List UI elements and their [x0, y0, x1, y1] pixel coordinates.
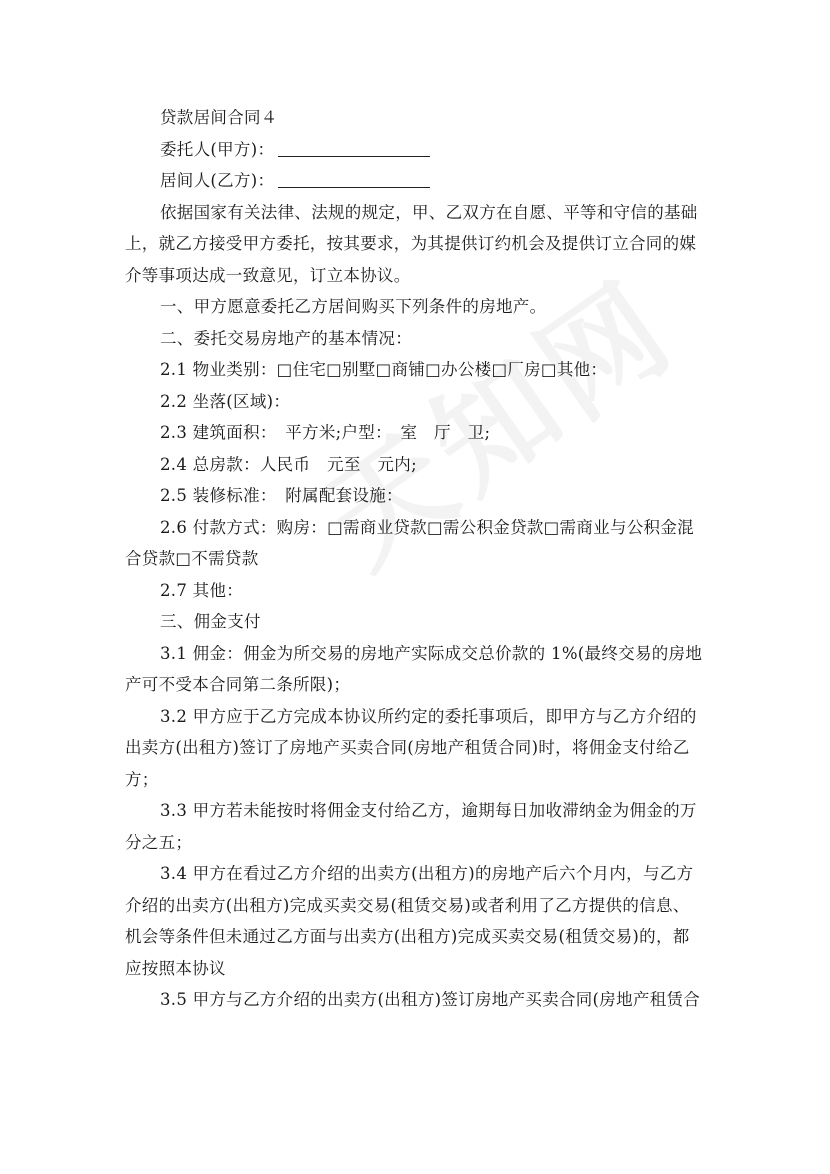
document-body	[125, 102, 705, 1016]
document-title: 贷款居间合同４	[160, 108, 278, 127]
broker-party-line	[125, 165, 705, 197]
clause-1: 一、甲方愿意委托乙方居间购买下列条件的房地产。	[160, 297, 547, 316]
clause-2-2: 2.2 坐落(区域)：	[160, 391, 291, 411]
clause-3-3: 3.3 甲方若未能按时将佣金支付给乙方，逾期每日加收滞纳金为佣金的万分之五；	[125, 801, 697, 852]
clause-2-5: 2.5 装修标准： 附属配套设施：	[160, 486, 403, 505]
clause-2-6: 2.6 付款方式：购房：□需商业贷款□需公积金贷款□需商业与公积金混合贷款□不需贷款	[125, 517, 694, 568]
clause-3-1: 3.1 佣金：佣金为所交易的房地产实际成交总价款的 1%(最终交易的房地产可不受本合同第二条所限)；	[125, 643, 703, 694]
clause-3-4: 3.4 甲方在看过乙方介绍的出卖方(出租方)的房地产后六个月内，与乙方介绍的出卖方(出租方)完成买卖交易(租赁交易)或者利用了乙方提供的信息、机会等条件但未通过乙方面与出卖方(出租方)完成买卖交易(租赁交易)的，都应按照本协议	[125, 864, 694, 978]
broker-name-blank	[278, 169, 430, 188]
clause-2-1: 2.1 物业类别：□住宅□别墅□商铺□办公楼□厂房□其他：	[160, 360, 608, 379]
clause-2-heading: 二、委托交易房地产的基本情况：	[160, 328, 412, 348]
clause-3-2: 3.2 甲方应于乙方完成本协议所约定的委托事项后，即甲方与乙方介绍的出卖方(出租方)签订了房地产买卖合同(房地产租赁合同)时，将佣金支付给乙方；	[125, 706, 697, 789]
client-label: 委托人(甲方)：	[160, 139, 275, 159]
clause-2-3: 2.3 建筑面积： 平方米;户型： 室 厅 卫;	[160, 423, 491, 442]
intro-paragraph: 依据国家有关法律、法规的规定，甲、乙双方在自愿、平等和守信的基础上，就乙方接受甲方委托，按其要求，为其提供订约机会及提供订立合同的媒介等事项达成一致意见，订立本协议。	[125, 202, 698, 285]
client-party-line	[125, 134, 705, 166]
broker-label: 居间人(乙方)：	[160, 171, 275, 190]
clause-3-5: 3.5 甲方与乙方介绍的出卖方(出租方)签订房地产买卖合同(房地产租赁合	[160, 990, 701, 1009]
client-name-blank	[278, 138, 430, 157]
clause-2-7: 2.7 其他：	[160, 580, 244, 600]
clause-2-4: 2.4 总房款：人民币 元至 元内;	[160, 454, 417, 474]
clause-3-heading: 三、佣金支付	[160, 612, 261, 631]
